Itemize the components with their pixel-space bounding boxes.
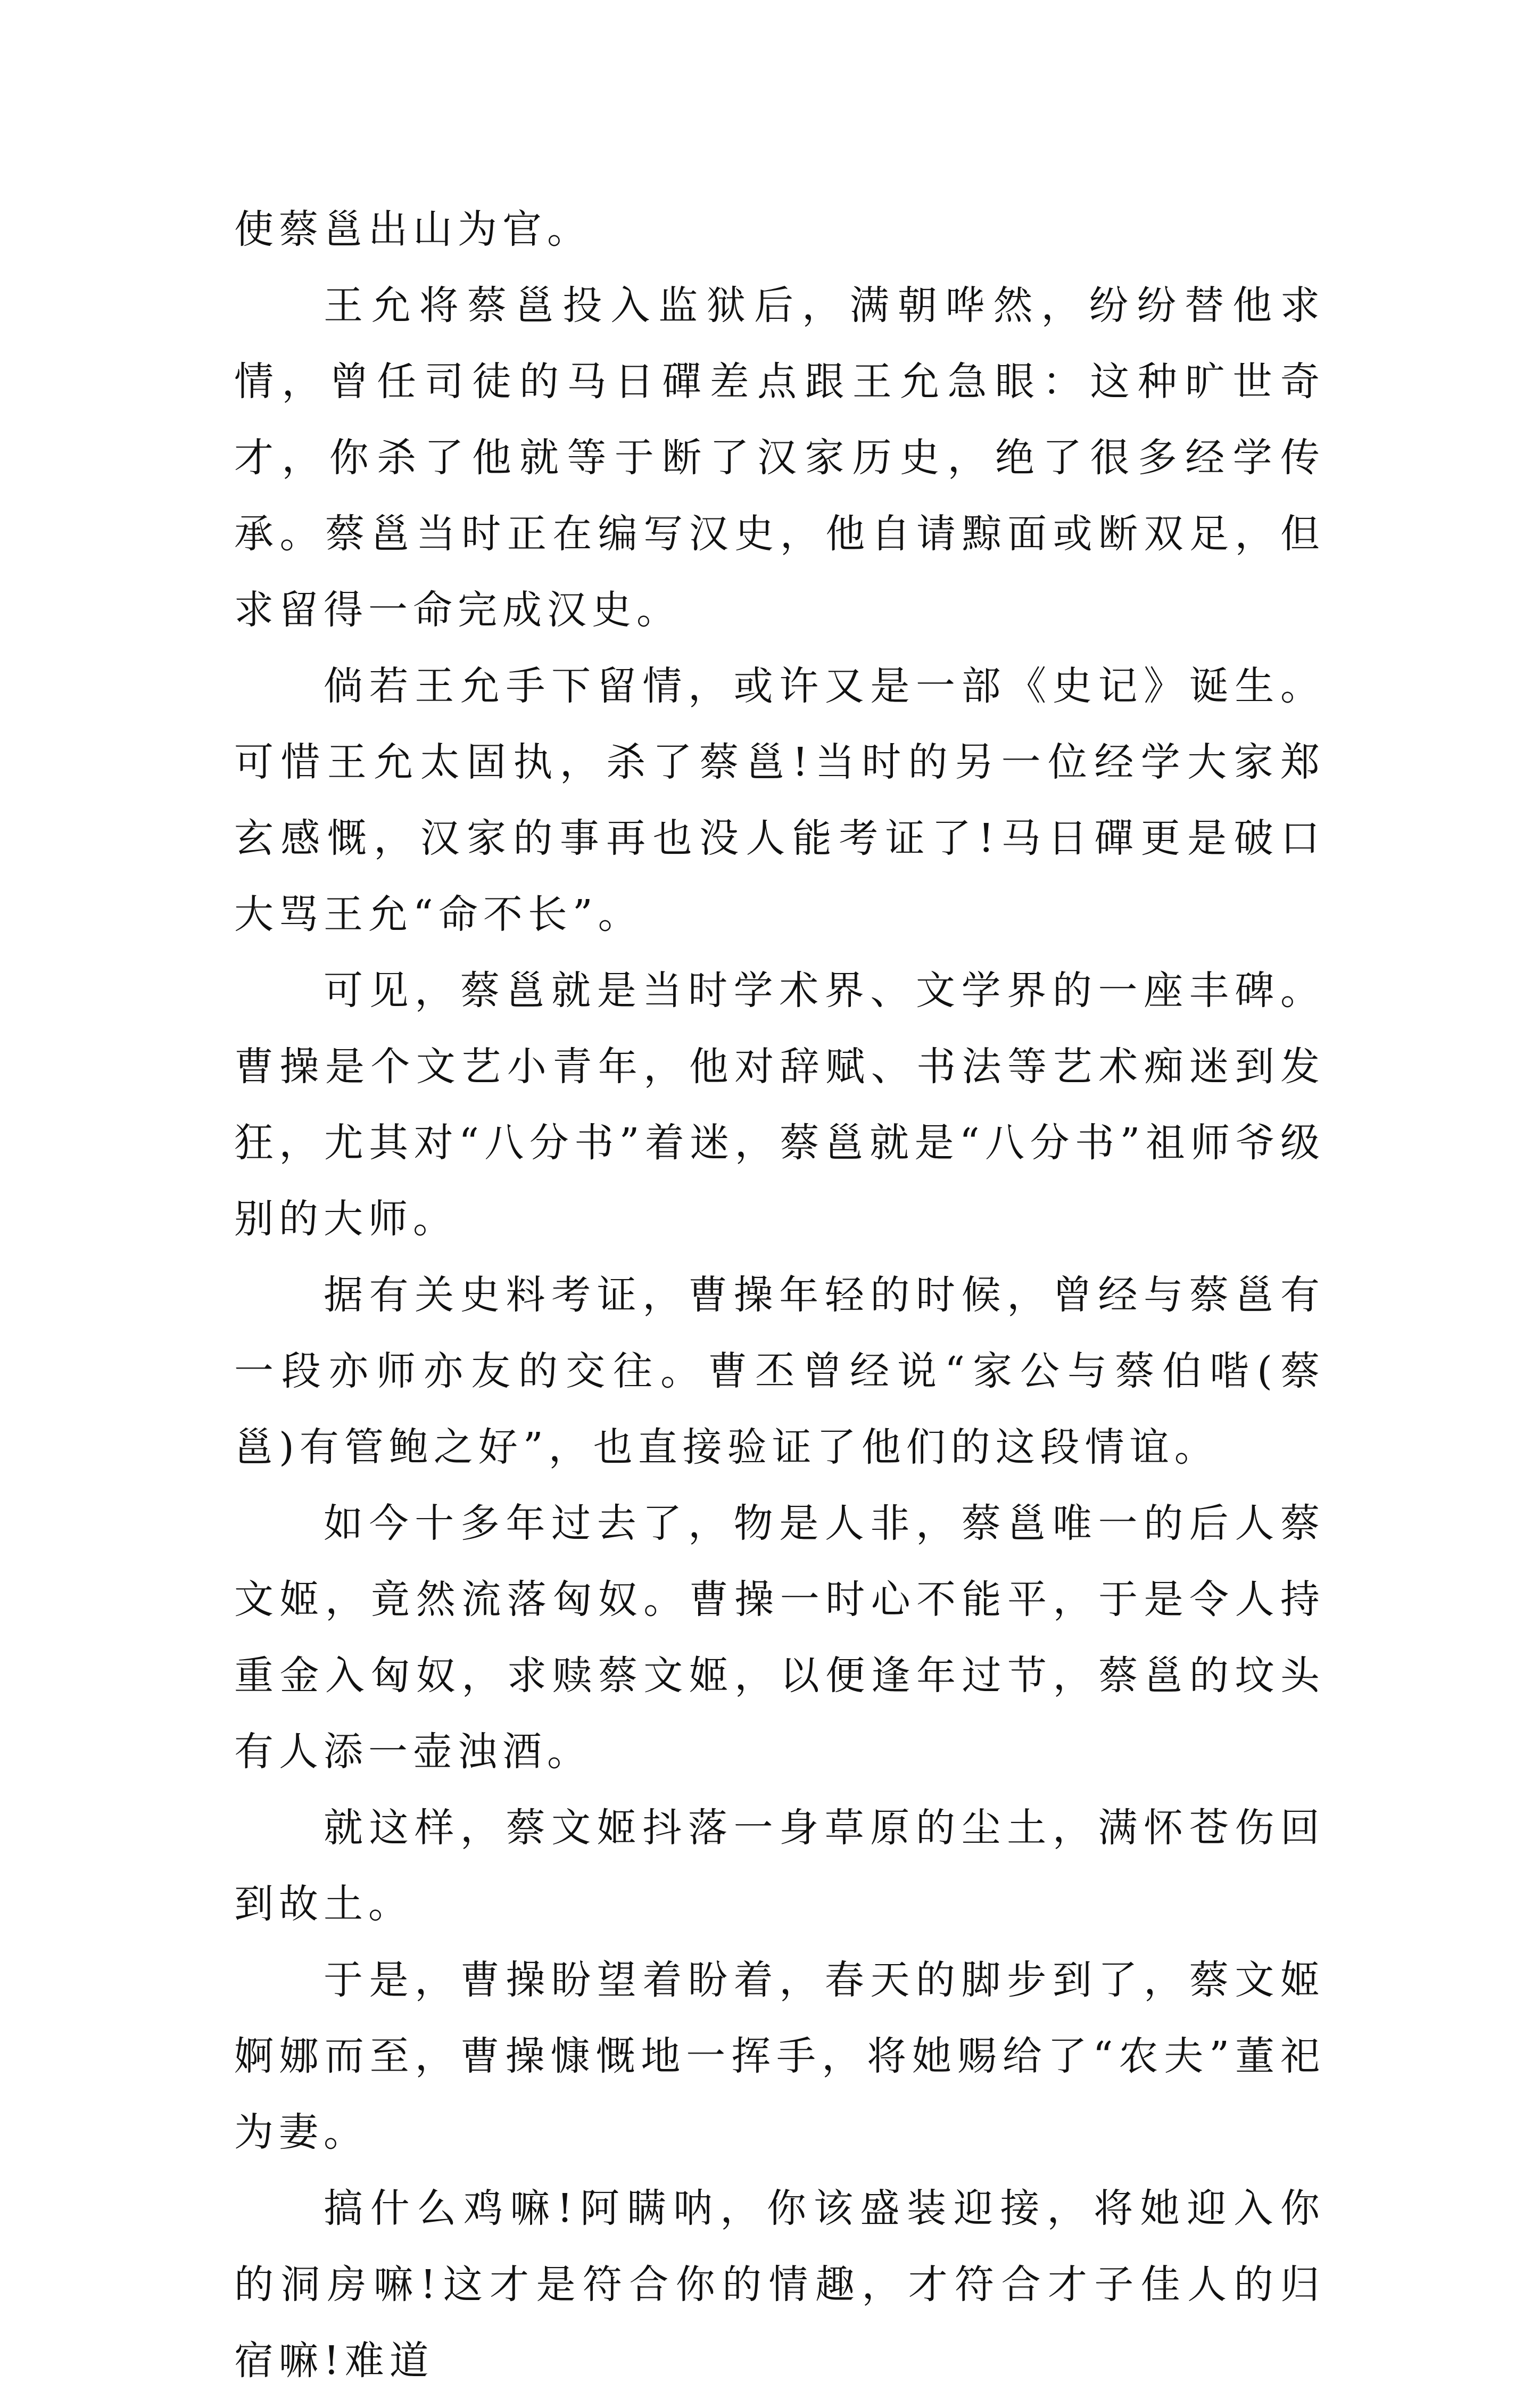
paragraph-2: 王允将蔡邕投入监狱后，满朝哗然，纷纷替他求情，曾任司徒的马日磾差点跟王允急眼：这种旷世奇才，你杀了他就等于断了汉家历史，绝了很多经学传承。蔡邕当时正在编写汉史，他自请黥面或断双足，但求留得一命完成汉史。 [234,283,1325,633]
paragraph-7: 就这样，蔡文姬抖落一身草原的尘土，满怀苍伤回到故土。 [234,1805,1325,1927]
paragraph-6: 如今十多年过去了，物是人非，蔡邕唯一的后人蔡文姬，竟然流落匈奴。曹操一时心不能平，于是令人持重金入匈奴，求赎蔡文姬，以便逢年过节，蔡邕的坟头有人添一壶浊酒。 [234,1501,1325,1775]
paragraph-1: 使蔡邕出山为官。 [234,207,592,252]
paragraph-8: 于是，曹操盼望着盼着，春天的脚步到了，蔡文姬婀娜而至，曹操慷慨地一挥手，将她赐给了“农夫”董祀为妻。 [234,1957,1325,2155]
paragraph-3: 倘若王允手下留情，或许又是一部《史记》诞生。可惜王允太固执，杀了蔡邕!当时的另一位经学大家郑玄感慨，汉家的事再也没人能考证了!马日磾更是破口大骂王允“命不长”。 [234,663,1325,937]
paragraph-4: 可见，蔡邕就是当时学术界、文学界的一座丰碑。曹操是个文艺小青年，他对辞赋、书法等艺术痴迷到发狂，尤其对“八分书”着迷，蔡邕就是“八分书”祖师爷级别的大师。 [234,968,1325,1242]
body-text [234,192,1325,2399]
paragraph-9: 搞什么鸡嘛!阿瞒呐，你该盛装迎接，将她迎入你的洞房嘛!这才是符合你的情趣，才符合才子佳人的归宿嘛!难道 [234,2186,1325,2384]
paragraph-5: 据有关史料考证，曹操年轻的时候，曾经与蔡邕有一段亦师亦友的交往。曹丕曾经说“家公与蔡伯喈(蔡邕)有管鲍之好”，也直接验证了他们的这段情谊。 [234,1272,1325,1470]
